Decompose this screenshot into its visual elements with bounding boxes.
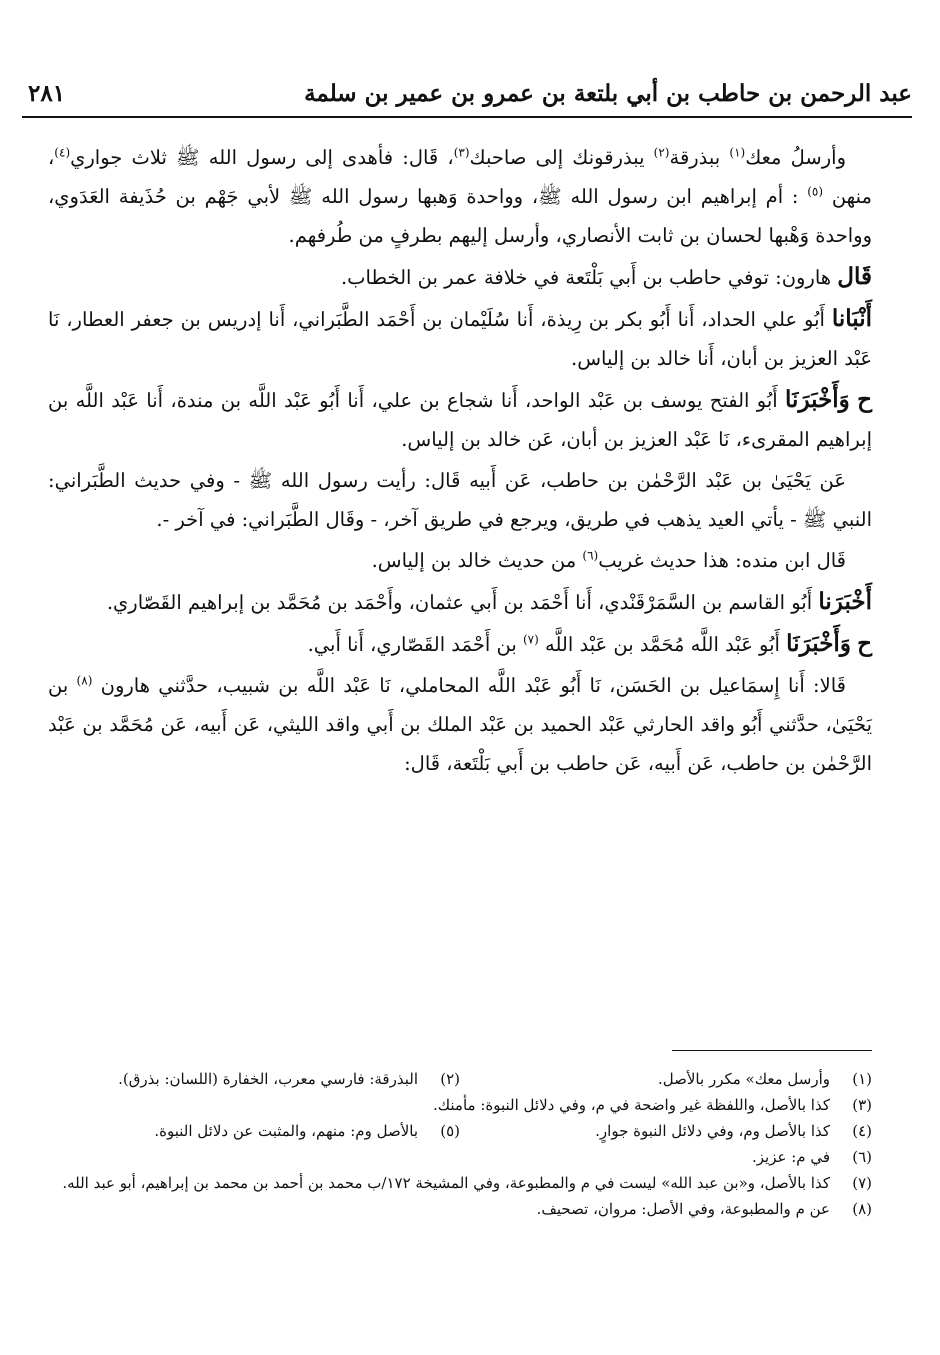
- text-run: قَالا: أَنا إِسمَاعيل بن الحَسَن، نَا أَبُو عَبْد اللَّه المحاملي، نَا عَبْد اللَّه بن شبيب، حدَّثني هارون: [92, 674, 846, 697]
- page-number: ٢٨١: [28, 80, 66, 107]
- footnote: [48, 1196, 872, 1222]
- text-run: ببذرقة: [669, 146, 730, 169]
- footnote-text: عن م والمطبوعة، وفي الأصل: مروان، تصحيف.: [536, 1200, 830, 1218]
- paragraph-lead-word: وَأَخْبَرَنَا: [785, 386, 850, 413]
- footnote: [48, 1170, 872, 1196]
- footnotes: [48, 1066, 872, 1222]
- paragraph: [48, 257, 872, 297]
- footnote: [48, 1144, 872, 1170]
- footnote-row: [48, 1118, 872, 1144]
- text-run: بن يَحْيَىٰ، حدَّثني أَبُو واقد الحارثي عَبْد الحميد بن عَبْد الملك بن أَبي واقد الليثي، عَن أَبيه، عَن مُحَمَّد بن عَبْد الرَّحْمٰن بن حاطب، عَن أَبيه، عَن حاطب بن أَبي بَلْتَعة، قَال:: [48, 674, 872, 775]
- footnote-row: [48, 1196, 872, 1222]
- footnote-text: في م: عزيز.: [752, 1148, 830, 1166]
- text-run: ، منهن: [48, 146, 872, 208]
- paragraph: [48, 541, 872, 580]
- footnote-row: [48, 1170, 872, 1196]
- text-run: وأرسلُ معك: [745, 146, 846, 169]
- text-run: : أم إبراهيم ابن رسول الله ﷺ، وواحدة وَهبها رسول الله ﷺ لأبي جَهْم بن حُذَيفة العَدَوي، وواحدة وَهْبها لحسان بن ثابت الأنصاري، وأرسل إليهم بطرفٍ من طُرفهم.: [48, 185, 872, 247]
- footnote: [460, 1118, 872, 1144]
- footnote-number: (٢): [440, 1070, 460, 1088]
- footnote-text: البذرقة: فارسي معرب، الخفارة (اللسان: بذرق).: [118, 1070, 418, 1088]
- paragraph-lead-word: أَنْبَانا: [831, 305, 872, 332]
- paragraph-lead-word: وَأَخْبَرَنَا: [786, 630, 851, 657]
- footnote-text: كذا بالأصل، و«بن عبد الله» ليست في م والمطبوعة، وفي المشيخة ١٧٢/ب محمد بن أحمد بن محمد بن إبراهيم، أبو عبد الله.: [62, 1174, 830, 1192]
- footnote-ref[interactable]: (٣): [453, 145, 470, 160]
- footnote-row: [48, 1144, 872, 1170]
- paragraph-lead-word: أَخْبَرَنا: [818, 588, 872, 615]
- footnote-ref[interactable]: (١): [729, 145, 746, 160]
- footnote-number: (٥): [440, 1122, 460, 1140]
- footnote-number: (٤): [852, 1122, 872, 1140]
- footnote-ref[interactable]: (٨): [76, 673, 93, 688]
- text-run: يبذرقونك إلى صاحبك: [469, 146, 654, 169]
- paragraph: [48, 582, 872, 622]
- footnote-number: (١): [852, 1070, 872, 1088]
- footnote-number: (٦): [852, 1148, 872, 1166]
- footnote-separator: [672, 1050, 872, 1051]
- footnote-number: (٨): [852, 1200, 872, 1218]
- footnote-row: [48, 1066, 872, 1092]
- paragraph: [48, 461, 872, 539]
- text-run: أَبُو الفتح يوسف بن عَبْد الواحد، أَنا شجاع بن علي، أَنا أَبُو عَبْد اللَّه بن مندة، أَنا عَبْد اللَّه بن إبراهيم المقرىء، نَا عَبْد العزيز بن أبان، عَن خالد بن إلياس.: [48, 389, 872, 451]
- footnote-ref[interactable]: (٢): [653, 145, 670, 160]
- text-run: أَبُو القاسم بن السَّمَرْقَنْدي، أَنا أَحْمَد بن أَبي عثمان، وأَحْمَد بن مُحَمَّد بن إبراهيم القَصّاري.: [106, 591, 819, 614]
- ha-marker: ح: [857, 630, 872, 657]
- main-text: [48, 138, 872, 785]
- footnote: [460, 1066, 872, 1092]
- paragraph: [48, 138, 872, 255]
- text-run: هارون: توفي حاطب بن أَبي بَلْتَعة في خلافة عمر بن الخطاب.: [340, 266, 838, 289]
- paragraph: [48, 666, 872, 783]
- text-run: أَبُو عَبْد اللَّه مُحَمَّد بن عَبْد اللَّه: [538, 633, 787, 656]
- footnote-ref[interactable]: (٤): [54, 145, 71, 160]
- running-title: عبد الرحمن بن حاطب بن أبي بلتعة بن عمرو بن عمير بن سلمة: [304, 80, 912, 107]
- footnote-row: [48, 1092, 872, 1118]
- paragraph: [48, 380, 872, 459]
- footnote-number: (٧): [852, 1174, 872, 1192]
- footnote: [48, 1066, 460, 1092]
- text-run: عَن يَحْيَىٰ بن عَبْد الرَّحْمٰن بن حاطب، عَن أَبيه قَال: رأيت رسول الله ﷺ - وفي حديث الطَّبَراني: النبي ﷺ - يأتي العيد يذهب في طريق، ويرجع في طريق آخر، - وقَال الطَّبَراني: في آخر -.: [48, 469, 872, 531]
- text-run: ، قَال: فأهدى إلى رسول الله ﷺ ثلاث جواري: [70, 146, 454, 169]
- ha-marker: ح: [857, 386, 872, 413]
- footnote: [48, 1092, 872, 1118]
- text-run: قَال ابن منده: هذا حديث غريب: [598, 549, 846, 572]
- footnote-number: (٣): [852, 1096, 872, 1114]
- paragraph-lead-word: قَال: [837, 263, 872, 290]
- footnote-text: وأرسل معك» مكرر بالأصل.: [658, 1070, 830, 1088]
- text-run: من حديث خالد بن إلياس.: [371, 549, 583, 572]
- footnote-ref[interactable]: (٦): [582, 548, 599, 563]
- paragraph: [48, 299, 872, 378]
- page-header: [22, 72, 912, 118]
- footnote-text: بالأصل وم: منهم، والمثبت عن دلائل النبوة.: [154, 1122, 418, 1140]
- text-run: أَبُو علي الحداد، أَنا أَبُو بكر بن رِيذة، أَنا سُلَيْمان بن أَحْمَد الطَّبَراني، أَنا إدريس بن جعفر العطار، نَا عَبْد العزيز بن أبان، أَنا خالد بن إلياس.: [48, 308, 872, 370]
- footnote-ref[interactable]: (٥): [807, 184, 824, 199]
- paragraph: [48, 624, 872, 664]
- footnote-text: كذا بالأصل وم، وفي دلائل النبوة جوارٍ.: [595, 1122, 830, 1140]
- footnote: [48, 1118, 460, 1144]
- footnote-text: كذا بالأصل، واللفظة غير واضحة في م، وفي دلائل النبوة: مأمنك.: [432, 1096, 830, 1114]
- footnote-ref[interactable]: (٧): [522, 632, 539, 647]
- text-run: بن أَحْمَد القَصّاري، أَنا أَبي.: [307, 633, 523, 656]
